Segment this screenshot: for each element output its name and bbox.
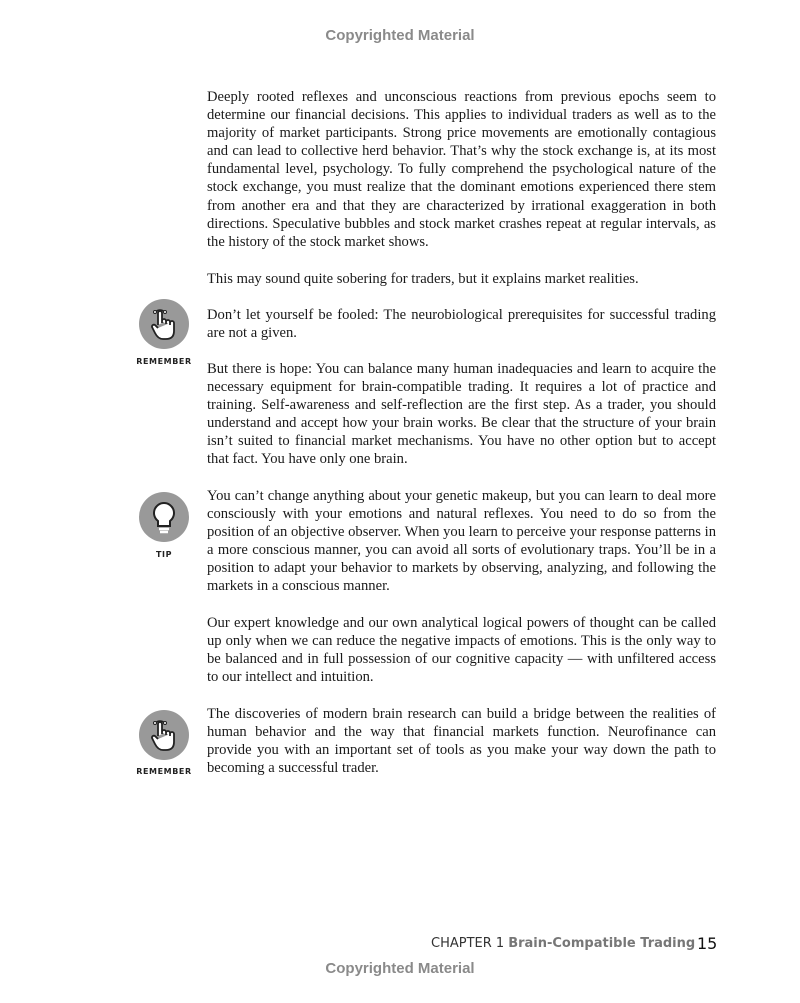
- paragraph: Don’t let yourself be fooled: The neurobiological prerequisites for successful trading are not a given.: [207, 307, 716, 342]
- icon-label: REMEMBER: [136, 767, 192, 776]
- paragraph: But there is hope: You can balance many human inadequacies and learn to acquire the necessary equipment for brain-compatible trading. It requires a lot of practice and training. Self-awareness and self-reflection are the first step. As a trader, you should understand and accept how your brain works. Be clear that the structure of your brain isn’t suited to financial market mechanisms. You have no other option but to accept that fact. You have only one brain.: [207, 361, 716, 468]
- paragraph: The discoveries of modern brain research can build a bridge between the realities of human behavior and the way that financial markets function. Neurofinance can provide you with an important set of tools as you make your way down the path to becoming a successful trader.: [207, 706, 716, 777]
- remember-icon: [139, 710, 189, 760]
- chapter-title: Brain-Compatible Trading: [508, 936, 696, 951]
- icon-label: REMEMBER: [136, 357, 192, 366]
- paragraph: Our expert knowledge and our own analytical logical powers of thought can be called up only when we can reduce the negative impacts of emotions. This is the only way to be balanced and in full possession of our cognitive capacity — with unfiltered access to our intellect and intuition.: [207, 615, 716, 686]
- chapter-number: CHAPTER 1: [431, 936, 505, 951]
- icon-label: TIP: [155, 550, 173, 559]
- copyright-watermark-bottom: Copyrighted Material: [325, 960, 475, 977]
- copyright-watermark-top: Copyrighted Material: [325, 27, 475, 44]
- paragraph: You can’t change anything about your genetic makeup, but you can learn to deal more consciously with your emotions and natural reflexes. You need to do so from the position of an objective observer. When you learn to perceive your response patterns in a more conscious manner, you can avoid all sorts of evolutionary traps. You’ll be in a position to adapt your behavior to markets by observing, analyzing, and following the markets in a conscious manner.: [207, 488, 716, 595]
- page-number: 15: [697, 934, 718, 953]
- paragraph: This may sound quite sobering for traders, but it explains market realities.: [207, 271, 639, 287]
- remember-icon: [139, 299, 189, 349]
- tip-icon: [139, 492, 189, 542]
- running-footer: [431, 936, 695, 951]
- paragraph: Deeply rooted reflexes and unconscious reactions from previous epochs seem to determine our financial decisions. This applies to individual traders as well as to the majority of market participants. Strong price movements are emotionally contagious and can lead to collective herd behavior. That’s why the stock exchange is, at its most fundamental level, psychology. To fully comprehend the psychological nature of the stock exchange, you must realize that the dominant emotions experienced there stem from another era and that they are characterized by irrational exaggeration in both directions. Speculative bubbles and stock market crashes repeat at regular intervals, as the history of the stock market shows.: [207, 89, 716, 250]
